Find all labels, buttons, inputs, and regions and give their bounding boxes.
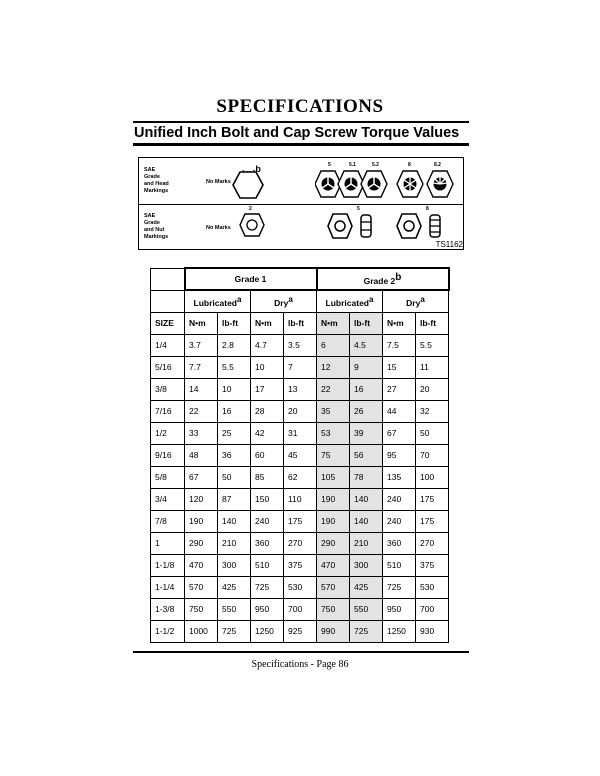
torque-value-cell: 1250 [251,620,284,642]
torque-value-cell: 60 [251,444,284,466]
torque-value-cell: 550 [350,598,383,620]
torque-value-cell: 1000 [185,620,218,642]
torque-value-cell: 17 [251,378,284,400]
torque-value-cell: 26 [350,400,383,422]
unit-header-nm: N•m [383,312,416,334]
torque-value-cell: 930 [416,620,449,642]
bolt-grade-5-2-label: 5.2 [372,162,379,168]
torque-value-cell: 470 [317,554,350,576]
torque-value-cell: 510 [251,554,284,576]
hex-nut-plain-icon [239,213,265,237]
unit-header-nm: N•m [185,312,218,334]
torque-value-cell: 50 [218,466,251,488]
nut-row-label-line: Markings [144,234,169,240]
nut-row-label-line: Grade [144,220,160,226]
torque-value-cell: 75 [317,444,350,466]
torque-value-cell: 175 [284,510,317,532]
torque-value-cell: 85 [251,466,284,488]
torque-value-cell: 42 [251,422,284,444]
torque-value-cell: 16 [218,400,251,422]
torque-value-cell: 240 [383,510,416,532]
torque-value-cell: 10 [251,356,284,378]
size-cell: 3/4 [151,488,185,510]
torque-value-cell: 470 [185,554,218,576]
torque-value-cell: 22 [317,378,350,400]
torque-value-cell: 2.8 [218,334,251,356]
corner-cell [151,268,185,290]
torque-value-cell: 45 [284,444,317,466]
nut-row-label-line: SAE [144,213,156,219]
torque-value-cell: 290 [317,532,350,554]
torque-value-cell: 36 [218,444,251,466]
torque-value-cell: 360 [251,532,284,554]
nut-grade-8-label: 8 [426,206,429,212]
nut-markings-row [139,204,463,250]
unit-header-lbft: lb-ft [416,312,449,334]
figure-code: TS1162 [435,240,463,249]
torque-value-cell: 78 [350,466,383,488]
size-cell: 5/8 [151,466,185,488]
size-cell: 1 [151,532,185,554]
table-row [151,620,449,642]
grade2-lubricated-header: Lubricated$^a$ [317,290,383,312]
torque-value-cell: 11 [416,356,449,378]
torque-value-cell: 44 [383,400,416,422]
table-row [151,422,449,444]
torque-value-cell: 110 [284,488,317,510]
torque-value-cell: 190 [317,488,350,510]
torque-value-cell: 240 [383,488,416,510]
torque-value-cell: 28 [251,400,284,422]
torque-value-cell: 300 [218,554,251,576]
table-row [151,378,449,400]
unit-header-nm: N•m [317,312,350,334]
torque-values-table [150,267,450,643]
bolt-grade-8-label: 8 [408,162,411,168]
torque-value-cell: 725 [251,576,284,598]
size-cell: 3/8 [151,378,185,400]
torque-value-cell: 100 [416,466,449,488]
torque-value-cell: 190 [185,510,218,532]
torque-value-cell: 925 [284,620,317,642]
torque-value-cell: 5.5 [416,334,449,356]
page-title: SPECIFICATIONS [216,96,384,117]
torque-value-cell: 1250 [383,620,416,642]
table-row [151,356,449,378]
hex-bolt-grade5-icons [315,169,395,199]
torque-value-cell: 140 [350,510,383,532]
title-rule [133,121,469,123]
torque-value-cell: 20 [416,378,449,400]
torque-value-cell: 50 [416,422,449,444]
torque-value-cell: 135 [383,466,416,488]
grade-markings-figure [138,157,464,250]
size-cell: 9/16 [151,444,185,466]
bolt-grade-1-2-label: b [255,164,261,174]
torque-value-cell: 210 [350,532,383,554]
torque-value-cell: 4.7 [251,334,284,356]
torque-value-cell: 53 [317,422,350,444]
torque-value-cell: 950 [383,598,416,620]
torque-value-cell: 570 [317,576,350,598]
table-row [151,444,449,466]
torque-value-cell: 750 [317,598,350,620]
torque-value-cell: 12 [317,356,350,378]
torque-value-cell: 27 [383,378,416,400]
torque-value-cell: 530 [284,576,317,598]
torque-value-cell: 360 [383,532,416,554]
page-footer: Specifications - Page 86 [251,659,349,670]
torque-value-cell: 67 [185,466,218,488]
torque-value-cell: 190 [317,510,350,532]
bolt-grade-8-2-label: 8.2 [434,162,441,168]
unit-header-row [151,312,449,334]
nut-row-label-line: and Nut [144,227,165,233]
nut-row-label [144,213,184,241]
torque-value-cell: 425 [350,576,383,598]
torque-value-cell: 210 [218,532,251,554]
size-cell: 5/16 [151,356,185,378]
torque-value-cell: 67 [383,422,416,444]
hex-bolt-plain-icon [232,170,264,200]
table-row [151,598,449,620]
grade1-dry-header: Dry$^a$ [251,290,317,312]
torque-value-cell: 240 [251,510,284,532]
grade2-dry-header: Dry$^a$ [383,290,449,312]
bolt-grade-5-label: 5 [328,162,331,168]
torque-value-cell: 270 [284,532,317,554]
torque-value-cell: 15 [383,356,416,378]
grade1-header: Grade 1 [185,268,317,290]
size-cell: 7/8 [151,510,185,532]
torque-value-cell: 32 [416,400,449,422]
torque-value-cell: 16 [350,378,383,400]
torque-value-cell: 750 [185,598,218,620]
bolt-markings-row [139,158,463,205]
nut-grade-5-label: 5 [357,206,360,212]
torque-value-cell: 950 [251,598,284,620]
torque-value-cell: 13 [284,378,317,400]
torque-value-cell: 300 [350,554,383,576]
torque-value-cell: 3.5 [284,334,317,356]
torque-value-cell: 33 [185,422,218,444]
bolt-row-label [144,167,184,195]
table-row [151,510,449,532]
size-cell: 1/4 [151,334,185,356]
nut-no-marks-label: No Marks [206,225,231,231]
grade2-header: Grade 2$^b$ [317,268,449,290]
bolt-row-label-line: Grade [144,174,160,180]
torque-value-cell: 510 [383,554,416,576]
table-row [151,466,449,488]
torque-value-cell: 7.5 [383,334,416,356]
torque-value-cell: 87 [218,488,251,510]
torque-value-cell: 48 [185,444,218,466]
torque-value-cell: 990 [317,620,350,642]
torque-value-cell: 39 [350,422,383,444]
torque-value-cell: 35 [317,400,350,422]
torque-value-cell: 175 [416,488,449,510]
bolt-no-marks-label: No Marks [206,179,231,185]
torque-value-cell: 14 [185,378,218,400]
torque-value-cell: 25 [218,422,251,444]
table-row [151,400,449,422]
torque-value-cell: 22 [185,400,218,422]
torque-value-cell: 700 [284,598,317,620]
torque-value-cell: 700 [416,598,449,620]
section-rule [133,143,469,146]
size-header: SIZE [151,312,185,334]
torque-value-cell: 56 [350,444,383,466]
corner-cell-2 [151,290,185,312]
torque-value-cell: 550 [218,598,251,620]
condition-header-row [151,290,449,312]
size-cell: 1-3/8 [151,598,185,620]
size-cell: 7/16 [151,400,185,422]
table-row [151,554,449,576]
torque-value-cell: 725 [383,576,416,598]
torque-value-cell: 375 [284,554,317,576]
torque-value-cell: 150 [251,488,284,510]
torque-value-cell: 62 [284,466,317,488]
size-cell: 1/2 [151,422,185,444]
nut-grade-2-label: 2 [249,206,252,212]
torque-value-cell: 5.5 [218,356,251,378]
torque-value-cell: 725 [218,620,251,642]
torque-value-cell: 425 [218,576,251,598]
bolt-row-label-line: SAE [144,167,156,173]
bolt-row-label-line: Markings [144,188,169,194]
torque-value-cell: 95 [383,444,416,466]
hex-bolt-grade8-icons [395,169,459,199]
bolt-row-label-line: and Head [144,181,169,187]
torque-value-cell: 175 [416,510,449,532]
hex-nut-grade8-icons [396,213,444,239]
torque-value-cell: 7.7 [185,356,218,378]
size-cell: 1-1/8 [151,554,185,576]
section-title: Unified Inch Bolt and Cap Screw Torque Values [134,125,460,141]
torque-value-cell: 725 [350,620,383,642]
torque-value-cell: 570 [185,576,218,598]
torque-value-cell: 375 [416,554,449,576]
footer-rule [133,651,469,653]
hex-nut-grade5-icons [327,213,375,239]
grade1-lubricated-header: Lubricated$^a$ [185,290,251,312]
size-cell: 1-1/4 [151,576,185,598]
torque-value-cell: 140 [350,488,383,510]
torque-value-cell: 530 [416,576,449,598]
torque-value-cell: 120 [185,488,218,510]
bolt-grade-5-1-label: 5.1 [349,162,356,168]
table-row [151,334,449,356]
torque-value-cell: 6 [317,334,350,356]
torque-value-cell: 31 [284,422,317,444]
torque-value-cell: 140 [218,510,251,532]
torque-value-cell: 20 [284,400,317,422]
torque-value-cell: 9 [350,356,383,378]
torque-value-cell: 3.7 [185,334,218,356]
unit-header-nm: N•m [251,312,284,334]
torque-value-cell: 70 [416,444,449,466]
unit-header-lbft: lb-ft [350,312,383,334]
unit-header-lbft: lb-ft [218,312,251,334]
torque-value-cell: 270 [416,532,449,554]
torque-value-cell: 290 [185,532,218,554]
table-row [151,488,449,510]
table-row [151,576,449,598]
torque-value-cell: 10 [218,378,251,400]
torque-value-cell: 105 [317,466,350,488]
unit-header-lbft: lb-ft [284,312,317,334]
torque-value-cell: 7 [284,356,317,378]
grade-header-row [151,268,449,290]
torque-value-cell: 4.5 [350,334,383,356]
size-cell: 1-1/2 [151,620,185,642]
table-row [151,532,449,554]
